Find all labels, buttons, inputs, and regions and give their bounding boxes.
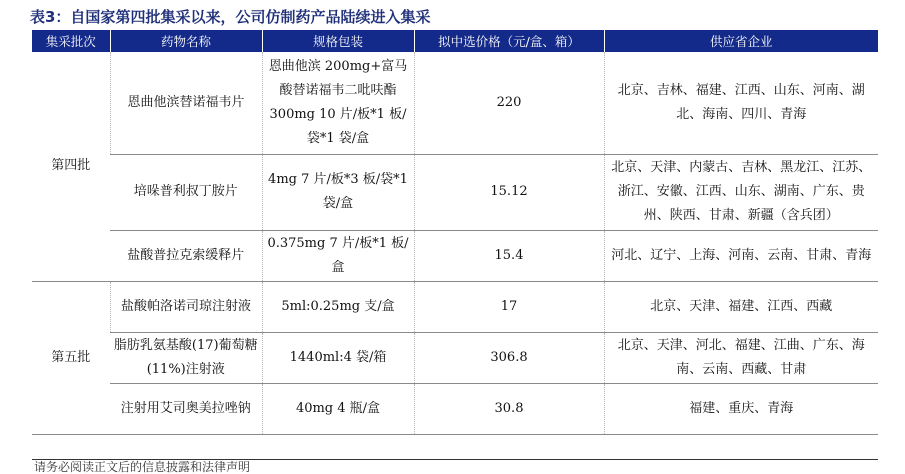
table-row xyxy=(32,383,878,434)
drug-name-cell: 恩曲他滨替诺福韦片 xyxy=(110,52,262,154)
header-spec: 规格包装 xyxy=(262,30,414,52)
price-cell: 306.8 xyxy=(414,332,604,383)
table-row xyxy=(32,52,878,154)
header-price: 拟中选价格（元/盒、箱） xyxy=(414,30,604,52)
price-cell: 17 xyxy=(414,281,604,332)
header-provinces: 供应省企业 xyxy=(604,30,878,52)
spec-cell: 恩曲他滨 200mg+富马酸替诺福韦二吡呋酯 300mg 10 片/板*1 板/袋*1 袋/盒 xyxy=(262,52,414,154)
price-cell: 220 xyxy=(414,52,604,154)
procurement-table xyxy=(32,30,878,435)
provinces-cell: 北京、天津、内蒙古、吉林、黑龙江、江苏、浙江、安徽、江西、山东、湖南、广东、贵州、陕西、甘肃、新疆（含兵团） xyxy=(604,154,878,230)
price-cell: 15.12 xyxy=(414,154,604,230)
drug-name-cell: 培哚普利叔丁胺片 xyxy=(110,154,262,230)
header-batch: 集采批次 xyxy=(32,30,110,52)
price-cell: 30.8 xyxy=(414,383,604,434)
spec-cell: 0.375mg 7 片/板*1 板/盒 xyxy=(262,230,414,281)
provinces-cell: 福建、重庆、青海 xyxy=(604,383,878,434)
table-row xyxy=(32,332,878,383)
drug-name-cell: 注射用艾司奥美拉唑钠 xyxy=(110,383,262,434)
provinces-cell: 北京、天津、河北、福建、江曲、广东、海南、云南、西藏、甘肃 xyxy=(604,332,878,383)
provinces-cell: 河北、辽宁、上海、河南、云南、甘肃、青海 xyxy=(604,230,878,281)
spec-cell: 40mg 4 瓶/盒 xyxy=(262,383,414,434)
spec-cell: 4mg 7 片/板*3 板/袋*1 袋/盒 xyxy=(262,154,414,230)
spec-cell: 5ml:0.25mg 支/盒 xyxy=(262,281,414,332)
drug-name-cell: 盐酸帕洛诺司琼注射液 xyxy=(110,281,262,332)
batch-cell: 第五批 xyxy=(32,281,110,434)
drug-name-cell: 盐酸普拉克索缓释片 xyxy=(110,230,262,281)
provinces-cell: 北京、吉林、福建、江西、山东、河南、湖北、海南、四川、青海 xyxy=(604,52,878,154)
spec-cell: 1440ml:4 袋/箱 xyxy=(262,332,414,383)
footer-disclaimer: 请务必阅读正文后的信息披露和法律声明 xyxy=(34,460,251,474)
table-title: 表3：自国家第四批集采以来，公司仿制药产品陆续进入集采 xyxy=(30,8,431,26)
header-row xyxy=(32,30,878,52)
table-row xyxy=(32,154,878,230)
header-drug-name: 药物名称 xyxy=(110,30,262,52)
table-row xyxy=(32,230,878,281)
table-row xyxy=(32,281,878,332)
drug-name-cell: 脂肪乳氨基酸(17)葡萄糖(11%)注射液 xyxy=(110,332,262,383)
price-cell: 15.4 xyxy=(414,230,604,281)
batch-cell: 第四批 xyxy=(32,52,110,281)
provinces-cell: 北京、天津、福建、江西、西藏 xyxy=(604,281,878,332)
